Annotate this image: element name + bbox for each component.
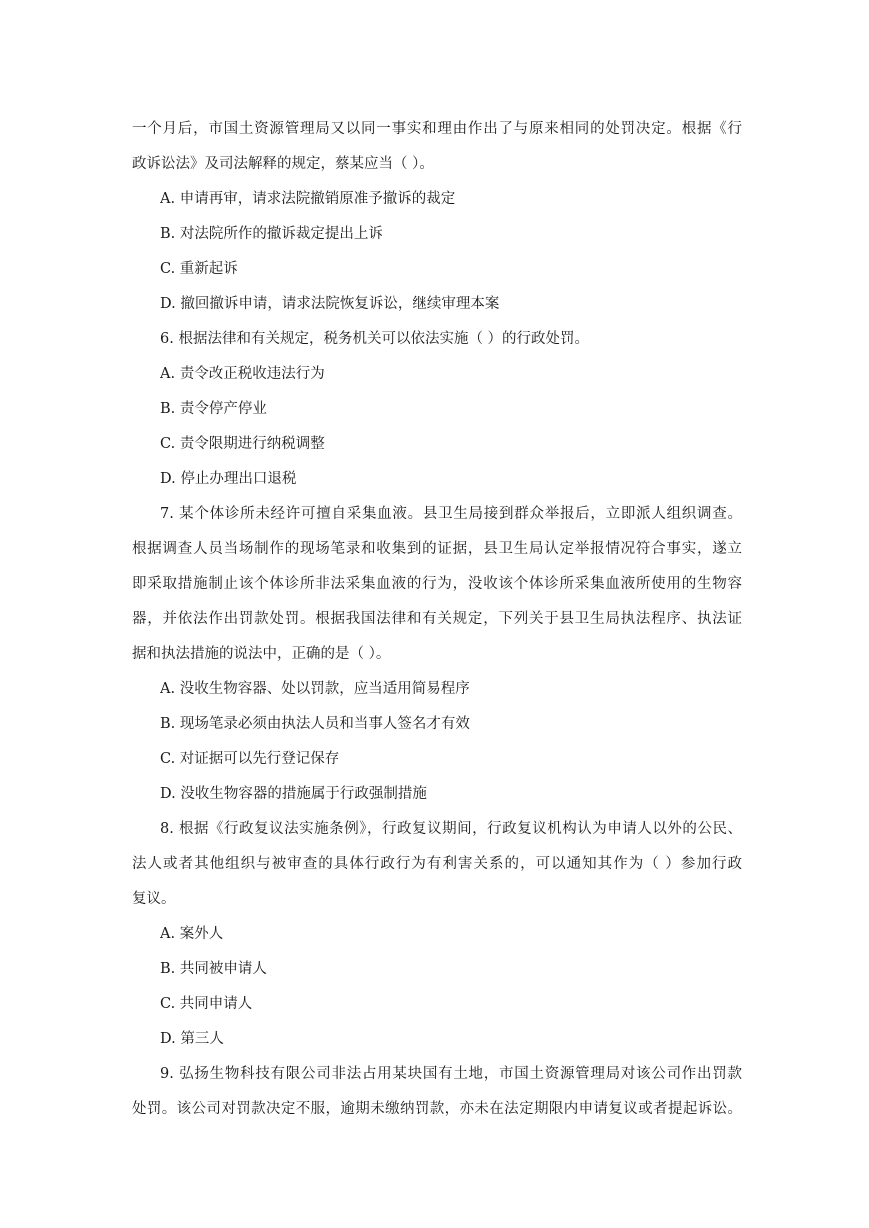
text-line: 器，并依法作出罚款处罚。根据我国法律和有关规定，下列关于县卫生局执法程序、执法证 — [132, 611, 742, 627]
option-line: C. 重新起诉 — [160, 261, 238, 277]
text-line: 根据调查人员当场制作的现场笔录和收集到的证据，县卫生局认定举报情况符合事实，遂立 — [132, 541, 742, 557]
question-line: 8. 根据《行政复议法实施条例》，行政复议期间，行政复议机构认为申请人以外的公民、 — [160, 821, 742, 837]
option-line: A. 责令改正税收违法行为 — [160, 366, 325, 382]
option-line: C. 责令限期进行纳税调整 — [160, 436, 325, 452]
text-line: 一个月后，市国土资源管理局又以同一事实和理由作出了与原来相同的处罚决定。根据《行 — [132, 121, 742, 137]
question-line: 7. 某个体诊所未经许可擅自采集血液。县卫生局接到群众举报后，立即派人组织调查。 — [160, 506, 742, 522]
text-line: 政诉讼法》及司法解释的规定，蔡某应当（ ）。 — [132, 156, 434, 172]
option-line: D. 第三人 — [160, 1031, 224, 1047]
option-line: B. 共同被申请人 — [160, 961, 267, 977]
text-line: 据和执法措施的说法中，正确的是（ ）。 — [132, 646, 391, 662]
option-line: B. 责令停产停业 — [160, 401, 267, 417]
option-line: A. 没收生物容器、处以罚款，应当适用简易程序 — [160, 681, 470, 697]
question-line: 9. 弘扬生物科技有限公司非法占用某块国有土地，市国土资源管理局对该公司作出罚款 — [160, 1066, 742, 1082]
option-line: A. 案外人 — [160, 926, 224, 942]
option-line: A. 申请再审，请求法院撤销原准予撤诉的裁定 — [160, 191, 456, 207]
text-line: 法人或者其他组织与被审查的具体行政行为有利害关系的，可以通知其作为（ ）参加行政 — [132, 856, 742, 872]
option-line: C. 共同申请人 — [160, 996, 253, 1012]
option-line: B. 对法院所作的撤诉裁定提出上诉 — [160, 226, 383, 242]
option-line: C. 对证据可以先行登记保存 — [160, 751, 340, 767]
option-line: D. 撤回撤诉申请，请求法院恢复诉讼，继续审理本案 — [160, 296, 500, 312]
question-line: 6. 根据法律和有关规定，税务机关可以依法实施（ ）的行政处罚。 — [160, 331, 590, 347]
text-line: 即采取措施制止该个体诊所非法采集血液的行为，没收该个体诊所采集血液所使用的生物容 — [132, 576, 742, 592]
option-line: B. 现场笔录必须由执法人员和当事人签名才有效 — [160, 716, 470, 732]
text-line: 复议。 — [132, 891, 176, 907]
text-line: 处罚。该公司对罚款决定不服，逾期未缴纳罚款，亦未在法定期限内申请复议或者提起诉讼。 — [132, 1101, 742, 1117]
option-line: D. 没收生物容器的措施属于行政强制措施 — [160, 786, 427, 802]
option-line: D. 停止办理出口退税 — [160, 471, 297, 487]
